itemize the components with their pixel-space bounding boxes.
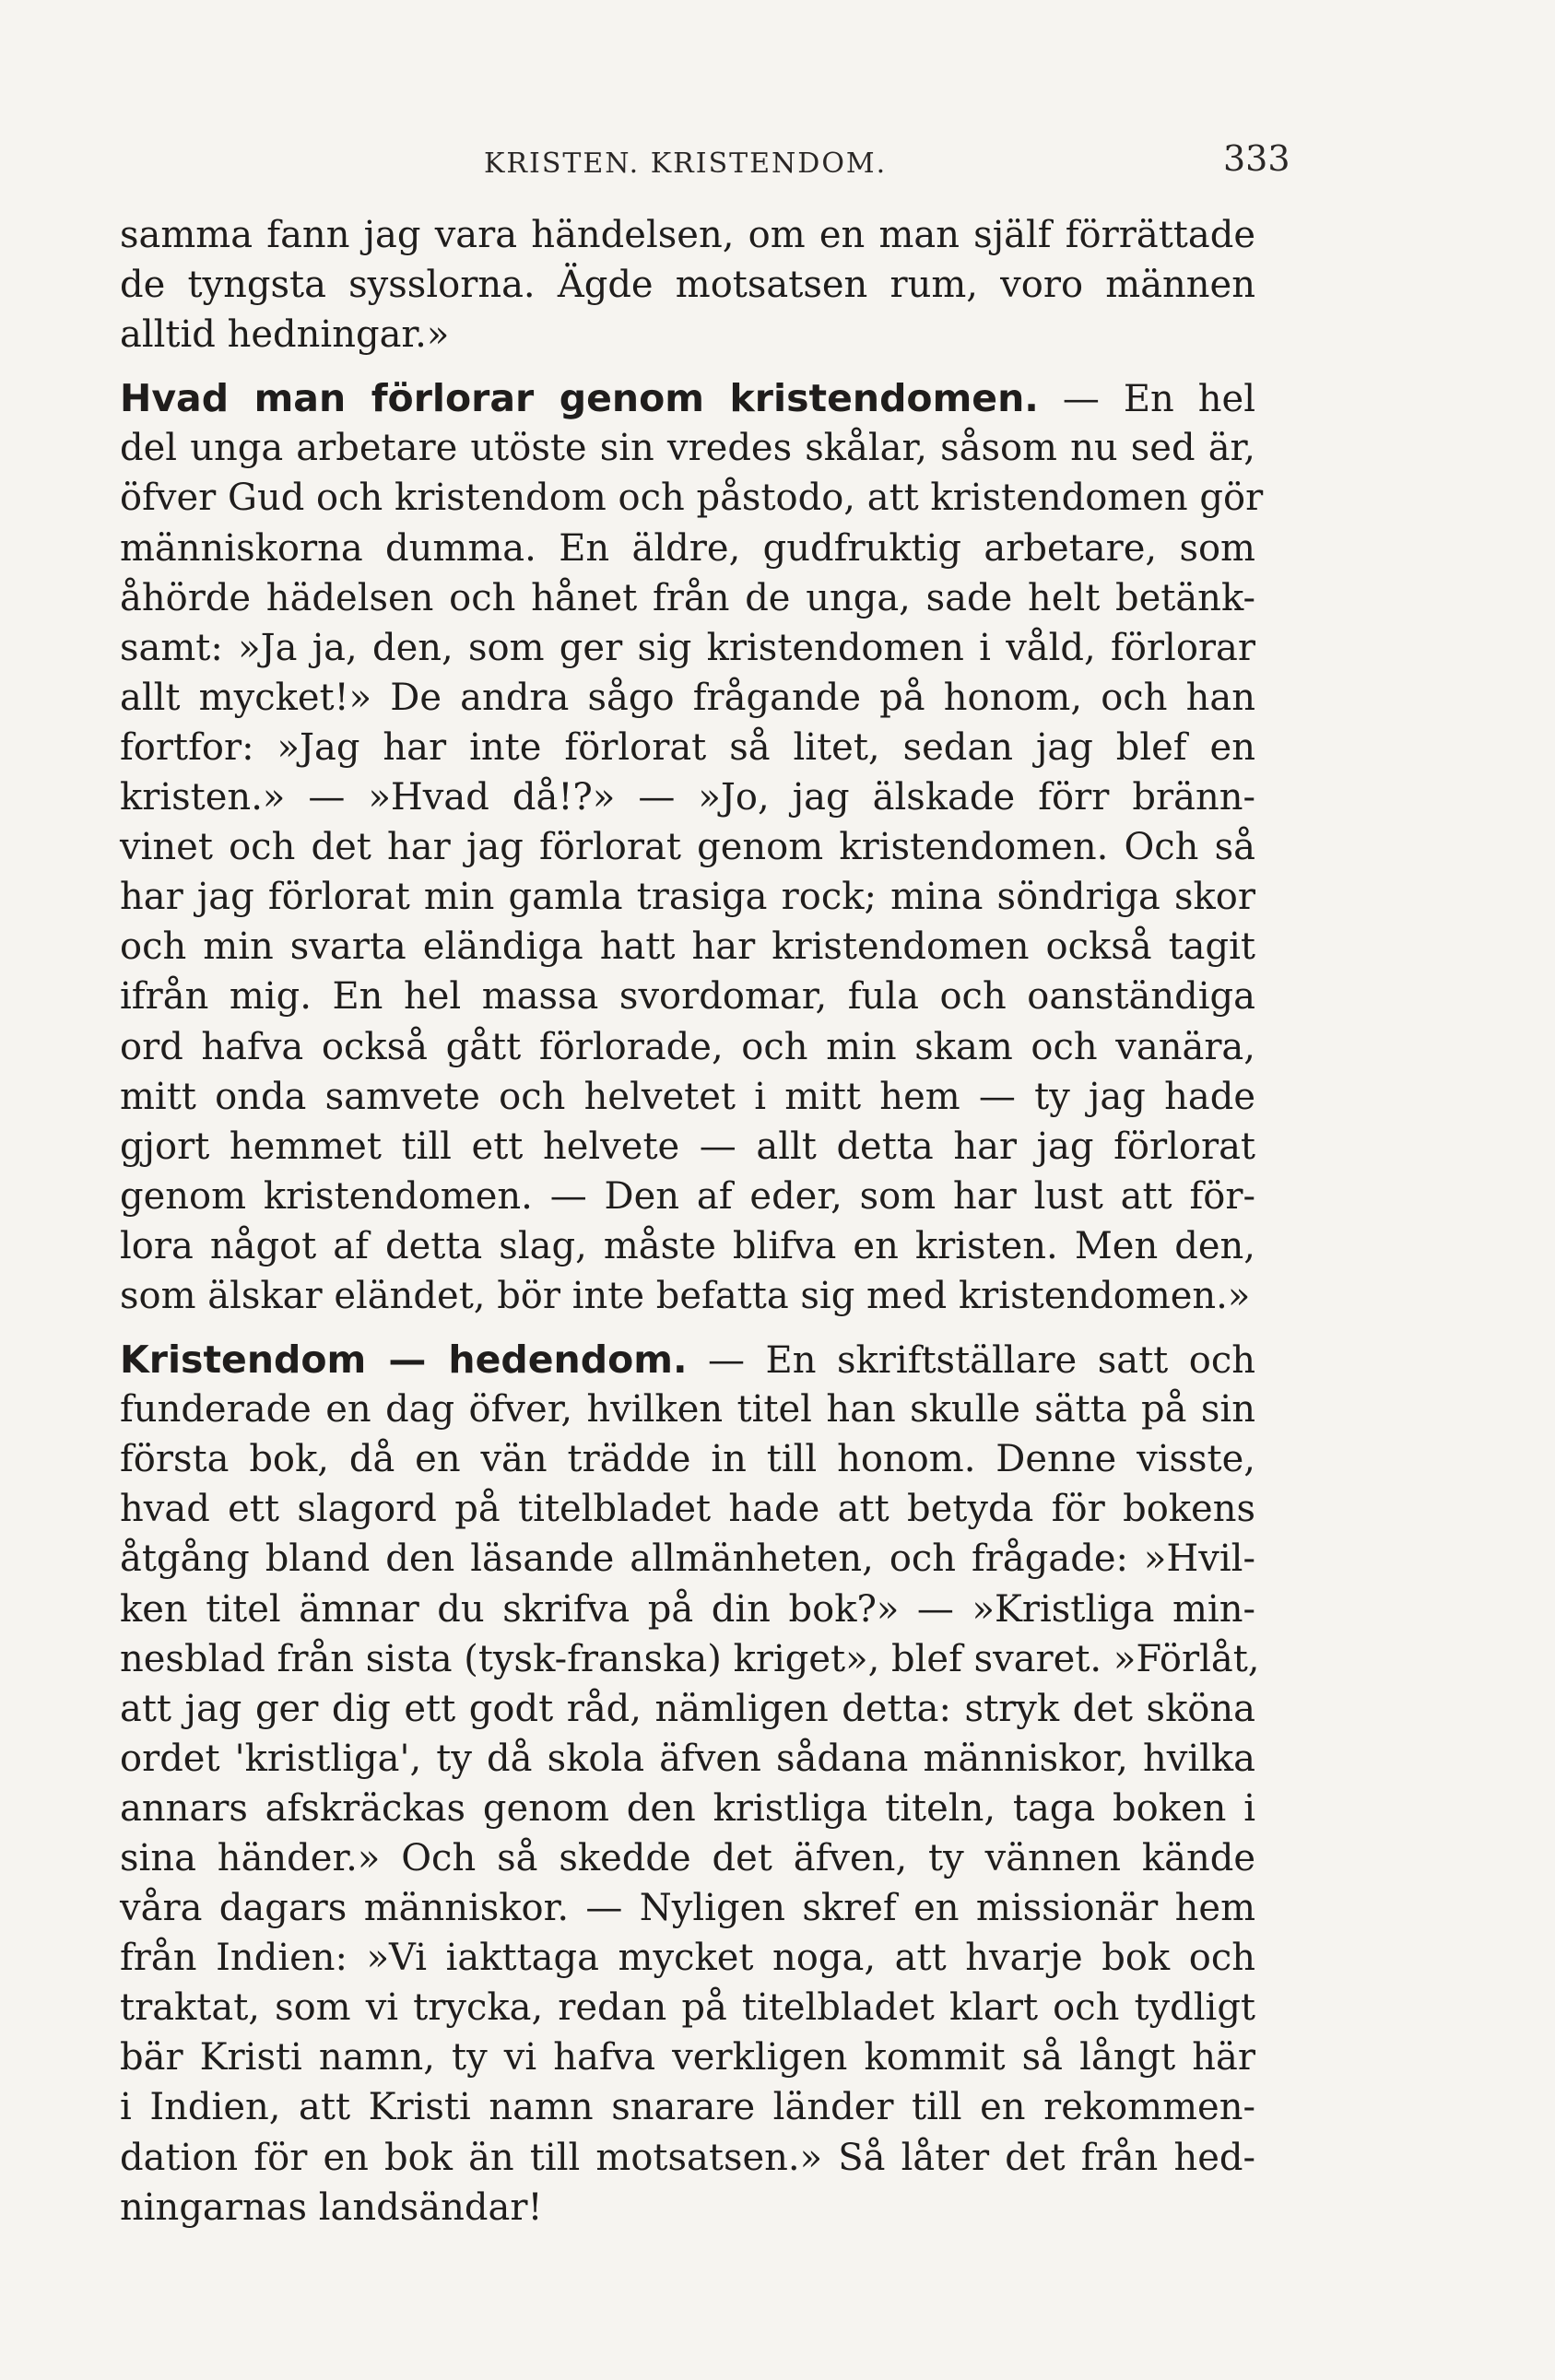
text-line: från Indien: »Vi iakttaga mycket noga, att hvarje bok och	[120, 1937, 1255, 1980]
text-line: ken titel ämnar du skrifva på din bok?» — »Kristliga min-	[120, 1587, 1255, 1631]
text-line: har jag förlorat min gamla trasiga rock; mina söndriga skor	[120, 876, 1255, 919]
paragraph-heading-line	[120, 1321, 1255, 1384]
text-line: öfver Gud och kristendom och påstodo, att kristendomen gör	[120, 477, 1264, 520]
text-line: hvad ett slagord på titelbladet hade att betyda för bokens	[120, 1488, 1255, 1531]
text-line: samma fann jag vara händelsen, om en man själf förrättade	[120, 214, 1255, 256]
text-line: dation för en bok än till motsatsen.» Så låter det från hed-	[120, 2136, 1255, 2179]
text-line: som älskar eländet, bör inte befatta sig med kristendomen.»	[120, 1274, 1251, 1317]
text-line: bär Kristi namn, ty vi hafva verkligen kommit så långt här	[120, 2036, 1255, 2080]
text-line: nesblad från sista (tysk-franska) kriget», blef svaret. »Förlåt,	[120, 1637, 1260, 1680]
text-line: funderade en dag öfver, hvilken titel han skulle sätta på sin	[120, 1388, 1255, 1432]
page-number: 333	[1223, 138, 1290, 179]
text-line: samt: »Ja ja, den, som ger sig kristendomen i våld, förlorar	[120, 626, 1255, 669]
text-line: i Indien, att Kristi namn snarare länder till en rekommen-	[120, 2086, 1255, 2129]
text-fragment: — En skriftställare satt och	[687, 1339, 1255, 1383]
text-line: genom kristendomen. — Den af eder, som har lust att för-	[120, 1174, 1255, 1218]
text-line: ningarnas landsändar!	[120, 2186, 543, 2229]
text-line: ifrån mig. En hel massa svordomar, fula och oanständiga	[120, 975, 1255, 1019]
text-line: alltid hedningar.»	[120, 313, 450, 357]
text-line: våra dagars människor. — Nyligen skref en missionär hem	[120, 1887, 1255, 1930]
text-line: lora något af detta slag, måste blifva en kristen. Men den,	[120, 1224, 1255, 1267]
text-line: första bok, då en vän trädde in till honom. Denne visste,	[120, 1438, 1255, 1481]
text-line: fortfor: »Jag har inte förlorat så litet, sedan jag blef en	[120, 725, 1255, 769]
text-line: mitt onda samvete och helvetet i mitt hem — ty jag hade	[120, 1075, 1255, 1118]
text-line: att jag ger dig ett godt råd, nämligen detta: stryk det sköna	[120, 1687, 1255, 1730]
text-line: del unga arbetare utöste sin vredes skålar, såsom nu sed är,	[120, 427, 1255, 470]
text-line: ordet 'kristliga', ty då skola äfven sådana människor, hvilka	[120, 1737, 1255, 1780]
text-line: kristen.» — »Hvad då!?» — »Jo, jag älskade förr bränn-	[120, 776, 1255, 819]
text-line: och min svarta eländiga hatt har kristendomen också tagit	[120, 925, 1255, 969]
text-line: åhörde hädelsen och hånet från de unga, sade helt betänk-	[120, 576, 1255, 619]
section-heading: Kristendom — hedendom.	[120, 1337, 688, 1383]
text-fragment: — En hel	[1038, 378, 1255, 421]
text-line: gjort hemmet till ett helvete — allt detta har jag förlorat	[120, 1125, 1255, 1168]
text-line: sina händer.» Och så skedde det äfven, ty vännen kände	[120, 1837, 1255, 1879]
text-line: åtgång bland den läsande allmänheten, och frågade: »Hvil-	[120, 1538, 1255, 1581]
text-line: ord hafva också gått förlorade, och min skam och vanära,	[120, 1025, 1255, 1068]
running-title: KRISTEN. KRISTENDOM.	[484, 147, 888, 180]
text-line: annars afskräckas genom den kristliga titeln, taga boken i	[120, 1786, 1255, 1830]
paragraph-heading-line	[120, 359, 1255, 423]
text-line: de tyngsta sysslorna. Ägde motsatsen rum, voro männen	[120, 264, 1255, 307]
text-line: allt mycket!» De andra sågo frågande på honom, och han	[120, 676, 1255, 719]
text-line: vinet och det har jag förlorat genom kristendomen. Och så	[120, 826, 1255, 869]
text-line: traktat, som vi trycka, redan på titelbladet klart och tydligt	[120, 1986, 1255, 2030]
body-text	[120, 210, 1264, 2233]
section-heading: Hvad man förlorar genom kristendomen.	[120, 376, 1039, 421]
text-line: människorna dumma. En äldre, gudfruktig arbetare, som	[120, 526, 1255, 570]
